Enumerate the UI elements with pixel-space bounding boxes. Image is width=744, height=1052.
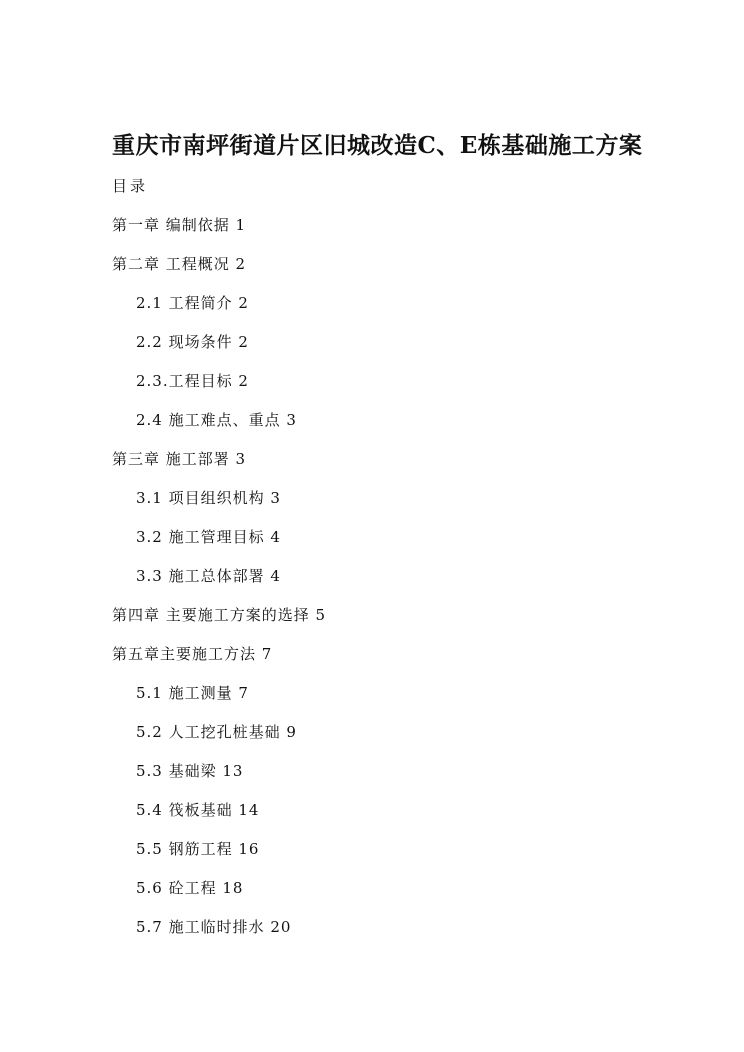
toc-entry-section-2-2[interactable]: 2.2 现场条件 2 xyxy=(136,333,249,351)
toc-entry-chapter-3[interactable]: 第三章 施工部署 3 xyxy=(112,450,247,468)
toc-entry-chapter-4[interactable]: 第四章 主要施工方案的选择 5 xyxy=(112,606,327,624)
toc-entry-section-5-2[interactable]: 5.2 人工挖孔桩基础 9 xyxy=(136,723,297,741)
toc-entry-chapter-2[interactable]: 第二章 工程概况 2 xyxy=(112,255,247,273)
table-of-contents xyxy=(0,214,326,955)
toc-entry-chapter-1[interactable]: 第一章 编制依据 1 xyxy=(112,216,247,234)
toc-entry-chapter-5[interactable]: 第五章主要施工方法 7 xyxy=(112,645,273,663)
toc-entry-section-3-3[interactable]: 3.3 施工总体部署 4 xyxy=(136,567,281,585)
toc-entry-section-5-3[interactable]: 5.3 基础梁 13 xyxy=(136,762,244,780)
toc-entry-section-3-1[interactable]: 3.1 项目组织机构 3 xyxy=(136,489,281,507)
toc-entry-section-5-1[interactable]: 5.1 施工测量 7 xyxy=(136,684,249,702)
toc-heading: 目录 xyxy=(112,177,149,195)
document-title: 重庆市南坪街道片区旧城改造C、E栋基础施工方案 xyxy=(112,132,643,159)
toc-entry-section-2-3[interactable]: 2.3.工程目标 2 xyxy=(136,372,249,390)
toc-entry-section-2-4[interactable]: 2.4 施工难点、重点 3 xyxy=(136,411,297,429)
toc-entry-section-2-1[interactable]: 2.1 工程简介 2 xyxy=(136,294,249,312)
toc-entry-section-5-5[interactable]: 5.5 钢筋工程 16 xyxy=(136,840,260,858)
toc-entry-section-5-4[interactable]: 5.4 筏板基础 14 xyxy=(136,801,260,819)
toc-entry-section-5-6[interactable]: 5.6 砼工程 18 xyxy=(136,879,244,897)
toc-entry-section-3-2[interactable]: 3.2 施工管理目标 4 xyxy=(136,528,281,546)
toc-entry-section-5-7[interactable]: 5.7 施工临时排水 20 xyxy=(136,918,292,936)
